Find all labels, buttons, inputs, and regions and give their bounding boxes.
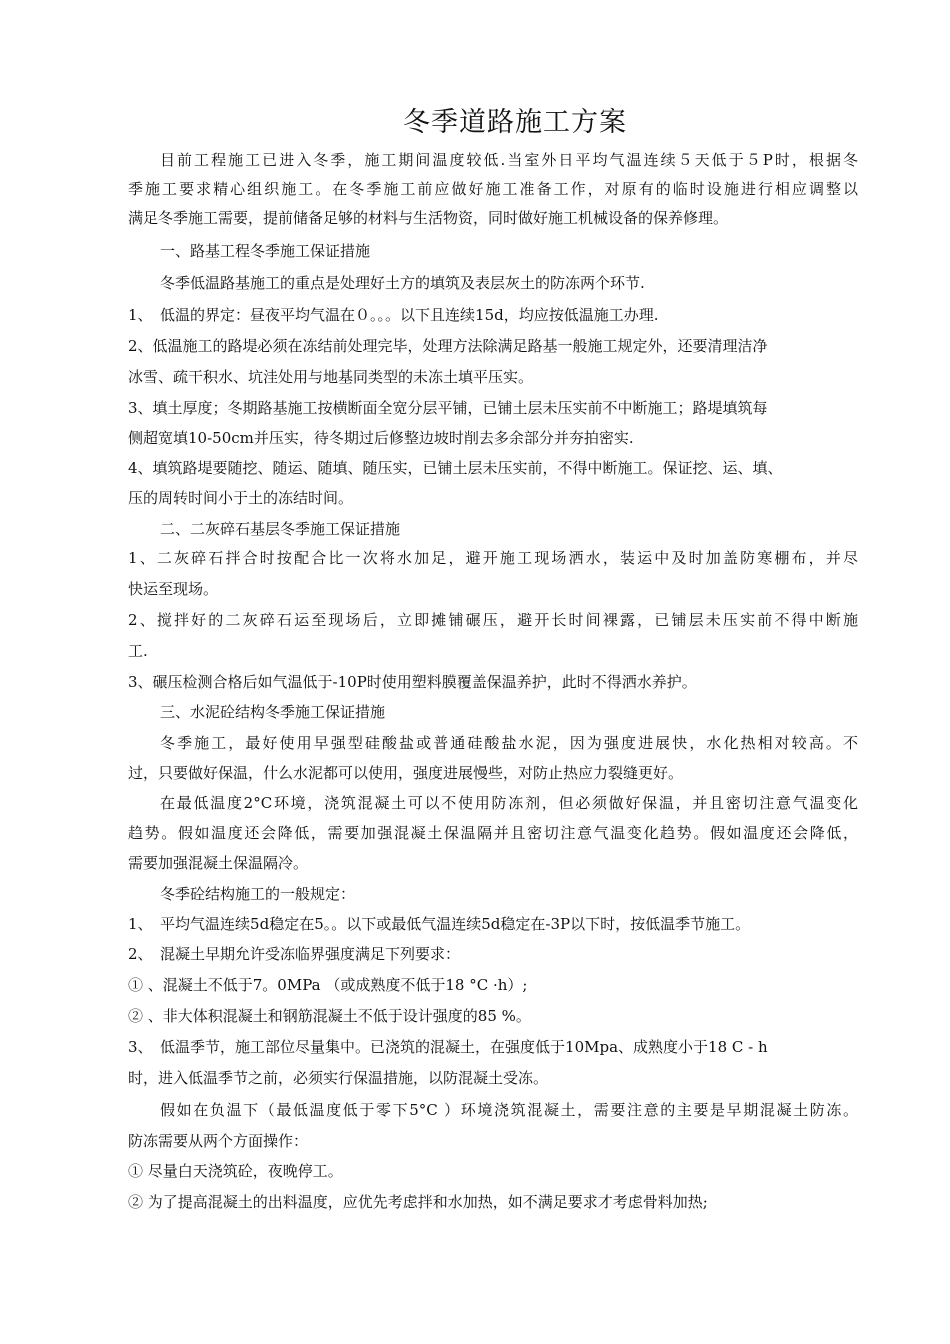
list-item: 2、 混凝土早期允许受冻临界强度满足下列要求： bbox=[128, 945, 461, 963]
paragraph-line: 压的周转时间小于土的冻结时间。 bbox=[128, 489, 354, 507]
list-item: 2、搅拌好的二灰碎石运至现场后，立即摊铺碾压，避开长时间裸露，已铺层未压实前不得中断施 bbox=[128, 611, 858, 629]
paragraph-line: 防冻需要从两个方面操作： bbox=[128, 1132, 309, 1150]
paragraph-line: 冰雪、疏干积水、坑洼处用与地基同类型的未冻土填平压实。 bbox=[128, 368, 534, 386]
paragraph-line: 在最低温度2°C环境，浇筑混凝土可以不使用防冻剂，但必须做好保温，并且密切注意气温变化 bbox=[160, 794, 858, 812]
paragraph-line: 冬季低温路基施工的重点是处理好土方的填筑及表层灰土的防冻两个环节. bbox=[160, 274, 645, 292]
paragraph-line: 假如在负温下（最低温度低于零下5°C ）环境浇筑混凝土，需要注意的主要是早期混凝土防冻。 bbox=[160, 1101, 858, 1119]
list-item: 4、填筑路堤要随挖、随运、随填、随压实，已铺土层未压实前，不得中断施工。保证挖、运、填、 bbox=[128, 459, 783, 477]
list-item: 1、 平均气温连续5d稳定在5。。以下或最低气温连续5d稳定在-3P以下时，按低温季节施工。 bbox=[128, 915, 751, 933]
list-item: 3、碾压检测合格后如气温低于-10P时使用塑料膜覆盖保温养护，此时不得洒水养护。 bbox=[128, 673, 697, 691]
list-item: 2、低温施工的路堤必须在冻结前处理完毕，处理方法除满足路基一般施工规定外，还要清理洁净 bbox=[128, 337, 768, 355]
paragraph-line: 目前工程施工已进入冬季，施工期间温度较低.当室外日平均气温连续５天低于５P时，根据冬 bbox=[160, 151, 858, 169]
list-item: ② 、非大体积混凝土和钢筋混凝土不低于设计强度的85 %。 bbox=[128, 1007, 531, 1025]
paragraph-line: 工. bbox=[128, 642, 148, 660]
paragraph-line: 侧超宽填10-50cm并压实，待冬期过后修整边坡时削去多余部分并夯拍密实. bbox=[128, 429, 634, 447]
paragraph-line: 季施工要求精心组织施工。在冬季施工前应做好施工准备工作，对原有的临时设施进行相应调整以 bbox=[128, 180, 858, 198]
list-item: ② 为了提高混凝土的出料温度，应优先考虑拌和水加热，如不满足要求才考虑骨料加热; bbox=[128, 1193, 708, 1211]
paragraph-line: 趋势。假如温度还会降低，需要加强混凝土保温隔并且密切注意气温变化趋势。假如温度还会降低， bbox=[128, 824, 858, 842]
list-item: 1、二灰碎石拌合时按配合比一次将水加足，避开施工现场洒水，装运中及时加盖防寒棚布，并尽 bbox=[128, 549, 858, 567]
list-item: 1、 低温的界定：昼夜平均气温在０。。。以下且连续15d，均应按低温施工办理. bbox=[128, 306, 659, 324]
paragraph-line: 快运至现场。 bbox=[128, 580, 219, 598]
section-heading: 二、二灰碎石基层冬季施工保证措施 bbox=[160, 520, 401, 538]
list-item: ① 尽量白天浇筑砼，夜晚停工。 bbox=[128, 1162, 343, 1180]
list-item: 3、填土厚度；冬期路基施工按横断面全宽分层平铺，已铺土层未压实前不中断施工；路堤填筑每 bbox=[128, 399, 768, 417]
section-heading: 一、路基工程冬季施工保证措施 bbox=[160, 242, 371, 260]
list-item: ① 、混凝土不低于7。0MPa （或成熟度不低于18 °C ·h）; bbox=[128, 976, 528, 994]
section-heading: 三、水泥砼结构冬季施工保证措施 bbox=[160, 703, 386, 721]
paragraph-line: 冬季砼结构施工的一般规定： bbox=[160, 885, 356, 903]
paragraph-line: 满足冬季施工需要，提前储备足够的材料与生活物资，同时做好施工机械设备的保养修理。 bbox=[128, 209, 729, 227]
paragraph-line: 过，只要做好保温，什么水泥都可以使用，强度进展慢些，对防止热应力裂缝更好。 bbox=[128, 764, 684, 782]
paragraph-line: 时，进入低温季节之前，必须实行保温措施，以防混凝土受冻。 bbox=[128, 1069, 549, 1087]
list-item: 3、 低温季节，施工部位尽量集中。已浇筑的混凝土，在强度低于10Mpa、成熟度小于18 C - h bbox=[128, 1038, 768, 1056]
paragraph-line: 冬季施工，最好使用早强型硅酸盐或普通硅酸盐水泥，因为强度进展快，水化热相对较高。不 bbox=[160, 734, 858, 752]
page-title: 冬季道路施工方案 bbox=[403, 107, 627, 138]
paragraph-line: 需要加强混凝土保温隔冷。 bbox=[128, 854, 309, 872]
